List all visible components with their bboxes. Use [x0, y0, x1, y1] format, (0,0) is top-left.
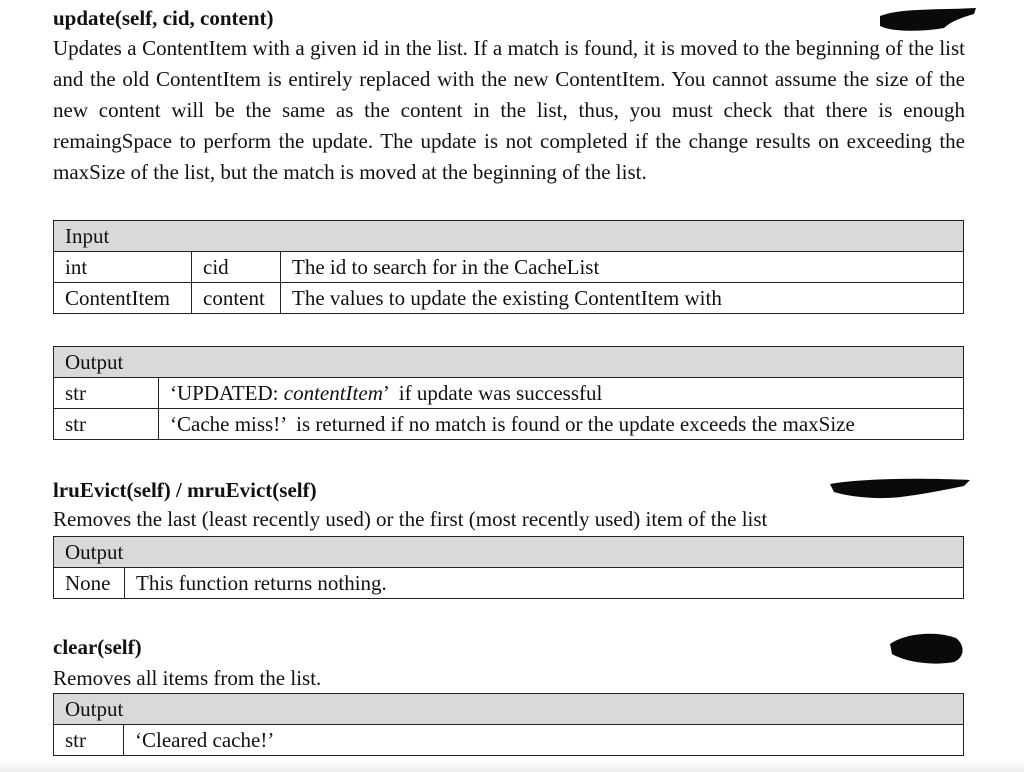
return-description: [159, 378, 964, 409]
clear-description: Removes all items from the list.: [53, 666, 322, 690]
clear-heading: clear(self): [53, 635, 142, 659]
table-row: [54, 725, 964, 756]
table-row: [54, 252, 964, 283]
table-row: [54, 409, 964, 440]
return-description-prefix: ‘UPDATED:: [170, 381, 284, 405]
return-type: str: [54, 725, 124, 756]
update-heading: update(self, cid, content): [53, 6, 274, 30]
output-table-header: Output: [54, 537, 964, 568]
return-description: This function returns nothing.: [125, 568, 964, 599]
redaction-mark: [884, 628, 968, 668]
redaction-mark: [824, 474, 974, 504]
input-table-header: Input: [54, 221, 964, 252]
param-name: content: [192, 283, 281, 314]
param-name: cid: [192, 252, 281, 283]
update-section: [53, 6, 965, 188]
page-bottom-edge: [0, 760, 1024, 772]
param-description: The id to search for in the CacheList: [281, 252, 964, 283]
return-type: None: [54, 568, 125, 599]
param-type: int: [54, 252, 192, 283]
evict-heading: lruEvict(self) / mruEvict(self): [53, 478, 317, 502]
redaction-mark: [870, 2, 982, 36]
table-row: [54, 378, 964, 409]
evict-output-table: [53, 536, 964, 599]
output-table-header: Output: [54, 694, 964, 725]
param-type: ContentItem: [54, 283, 192, 314]
update-input-table: [53, 220, 964, 314]
return-type: str: [54, 378, 159, 409]
table-row: [54, 283, 964, 314]
clear-output-table: [53, 693, 964, 756]
update-output-table: [53, 346, 964, 440]
param-description: The values to update the existing ContentItem with: [281, 283, 964, 314]
return-description: ‘Cache miss!’ is returned if no match is found or the update exceeds the maxSize: [159, 409, 964, 440]
return-type: str: [54, 409, 159, 440]
clear-section: [53, 635, 965, 691]
table-row: [54, 568, 964, 599]
return-description-italic: contentItem: [283, 381, 383, 405]
evict-description: Removes the last (least recently used) or the first (most recently used) item of the list: [53, 507, 768, 531]
output-table-header: Output: [54, 347, 964, 378]
return-description-suffix: ’ if update was successful: [382, 381, 603, 405]
update-description: Updates a ContentItem with a given id in the list. If a match is found, it is moved to the beginning of the list and the old ContentItem is entirely replaced with the new ContentItem. You cannot assume the size of the new content will be the same as the content in the list, thus, you must check that there is enough remaingSpace to perform the update. The update is not completed if the change results on exceeding the maxSize of the list, but the match is moved at the beginning of the list.: [53, 36, 965, 184]
return-description: ‘Cleared cache!’: [124, 725, 964, 756]
